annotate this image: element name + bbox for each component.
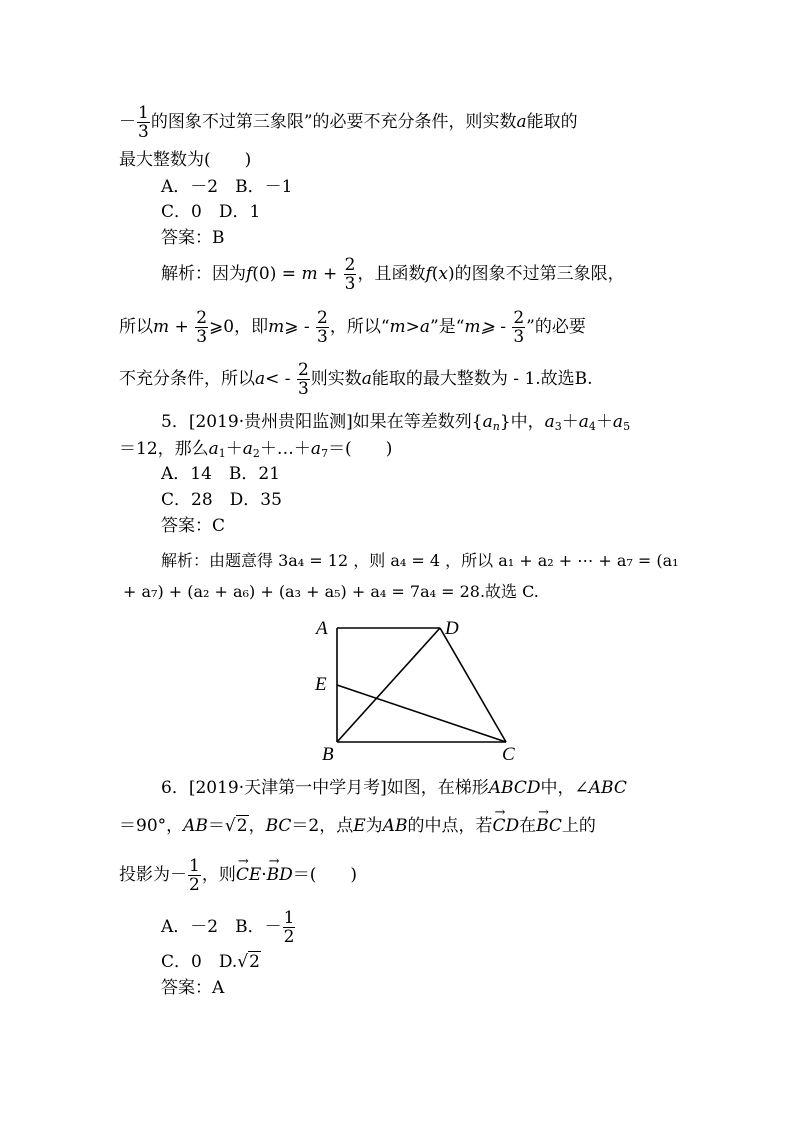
q6-options-cd: C．0 D.√2	[161, 952, 260, 972]
q5-options-ab: A．14 B．21	[161, 464, 281, 484]
vector-cd: → CD	[492, 814, 519, 838]
q5-line1: 5．[2019·贵州贵阳监测]如果在等差数列$\{a_n\}$中，$a_3+a_4+a_5$	[161, 412, 631, 433]
trapezoid-figure	[310, 614, 530, 764]
q4-solution-line2: 所以m + $\frac{2}{3}$ ⩾0，即m⩾ - $\frac{2}{3}$ ，所以“m>a”是“m⩾ - $\frac{2}{3}$ ”的必要	[119, 308, 586, 347]
q5-solution-line2: + a₇) + (a₂ + a₆) + (a₃ + a₅) + a₄ = 7a₄ = 28.故选 C.	[123, 582, 539, 601]
q5-options-cd: C．28 D．35	[161, 490, 282, 510]
q4-answer: 答案：B	[161, 228, 225, 248]
q4-options-cd: C．0 D．1	[161, 202, 261, 222]
q4-minus: －	[119, 112, 136, 132]
diagonal-bd	[337, 628, 440, 742]
q4-options-ab: A．－2 B．－1	[161, 177, 293, 197]
side-dc	[440, 628, 506, 742]
q6-line2: ＝90°，AB＝√2，BC＝2，点E为AB的中点，若→ CD在→ BC上的	[119, 814, 596, 838]
vector-bc: → BC	[536, 814, 562, 838]
vector-ce: → CE	[236, 863, 261, 887]
q6-line3: 投影为－ $\frac{1}{2}$ ，则→ CE·→ BD＝( )	[119, 857, 357, 894]
q5-answer: 答案：C	[161, 516, 226, 536]
q5-line2: ＝12，那么$a_1+a_2+\dots+a_7=$( )	[119, 439, 393, 460]
q6-answer: 答案：A	[161, 978, 225, 998]
label-e: E	[315, 674, 327, 695]
vector-bd: → BD	[267, 863, 293, 887]
label-a: A	[316, 618, 328, 639]
q4-line1: － $\frac{1}{3}$ 的图象不过第三象限”的必要不充分条件，则实数a能取的	[119, 103, 578, 142]
label-d: D	[445, 618, 459, 639]
q4-line2: 最大整数为( )	[119, 150, 252, 170]
sqrt-2-option: √2	[237, 952, 260, 972]
q5-solution-line1: 解析：由题意得 3a₄ = 12 ，则 a₄ = 4 ，所以 a₁ + a₂ + ⋯ + a₇ = (a₁	[161, 551, 679, 570]
sqrt-2: √2	[224, 816, 248, 836]
label-c: C	[502, 744, 515, 764]
q4-solution-line1: 解析：因为f(0) = m + $\frac{2}{3}$ ，且函数f(x)的图象不过第三象限，	[161, 255, 625, 294]
q4-solution-line3: 不充分条件，所以a< - $\frac{2}{3}$ 则实数a能取的最大整数为 - 1.故选B.	[119, 360, 593, 399]
label-b: B	[322, 744, 334, 764]
q6-options-ab: A．－2 B．－ $\frac{1}{2}$	[161, 908, 295, 947]
q6-line1: 6．[2019·天津第一中学月考]如图，在梯形ABCD中，∠ABC	[161, 778, 627, 798]
q4-fraction: $\frac{1}{3}$	[138, 103, 149, 142]
